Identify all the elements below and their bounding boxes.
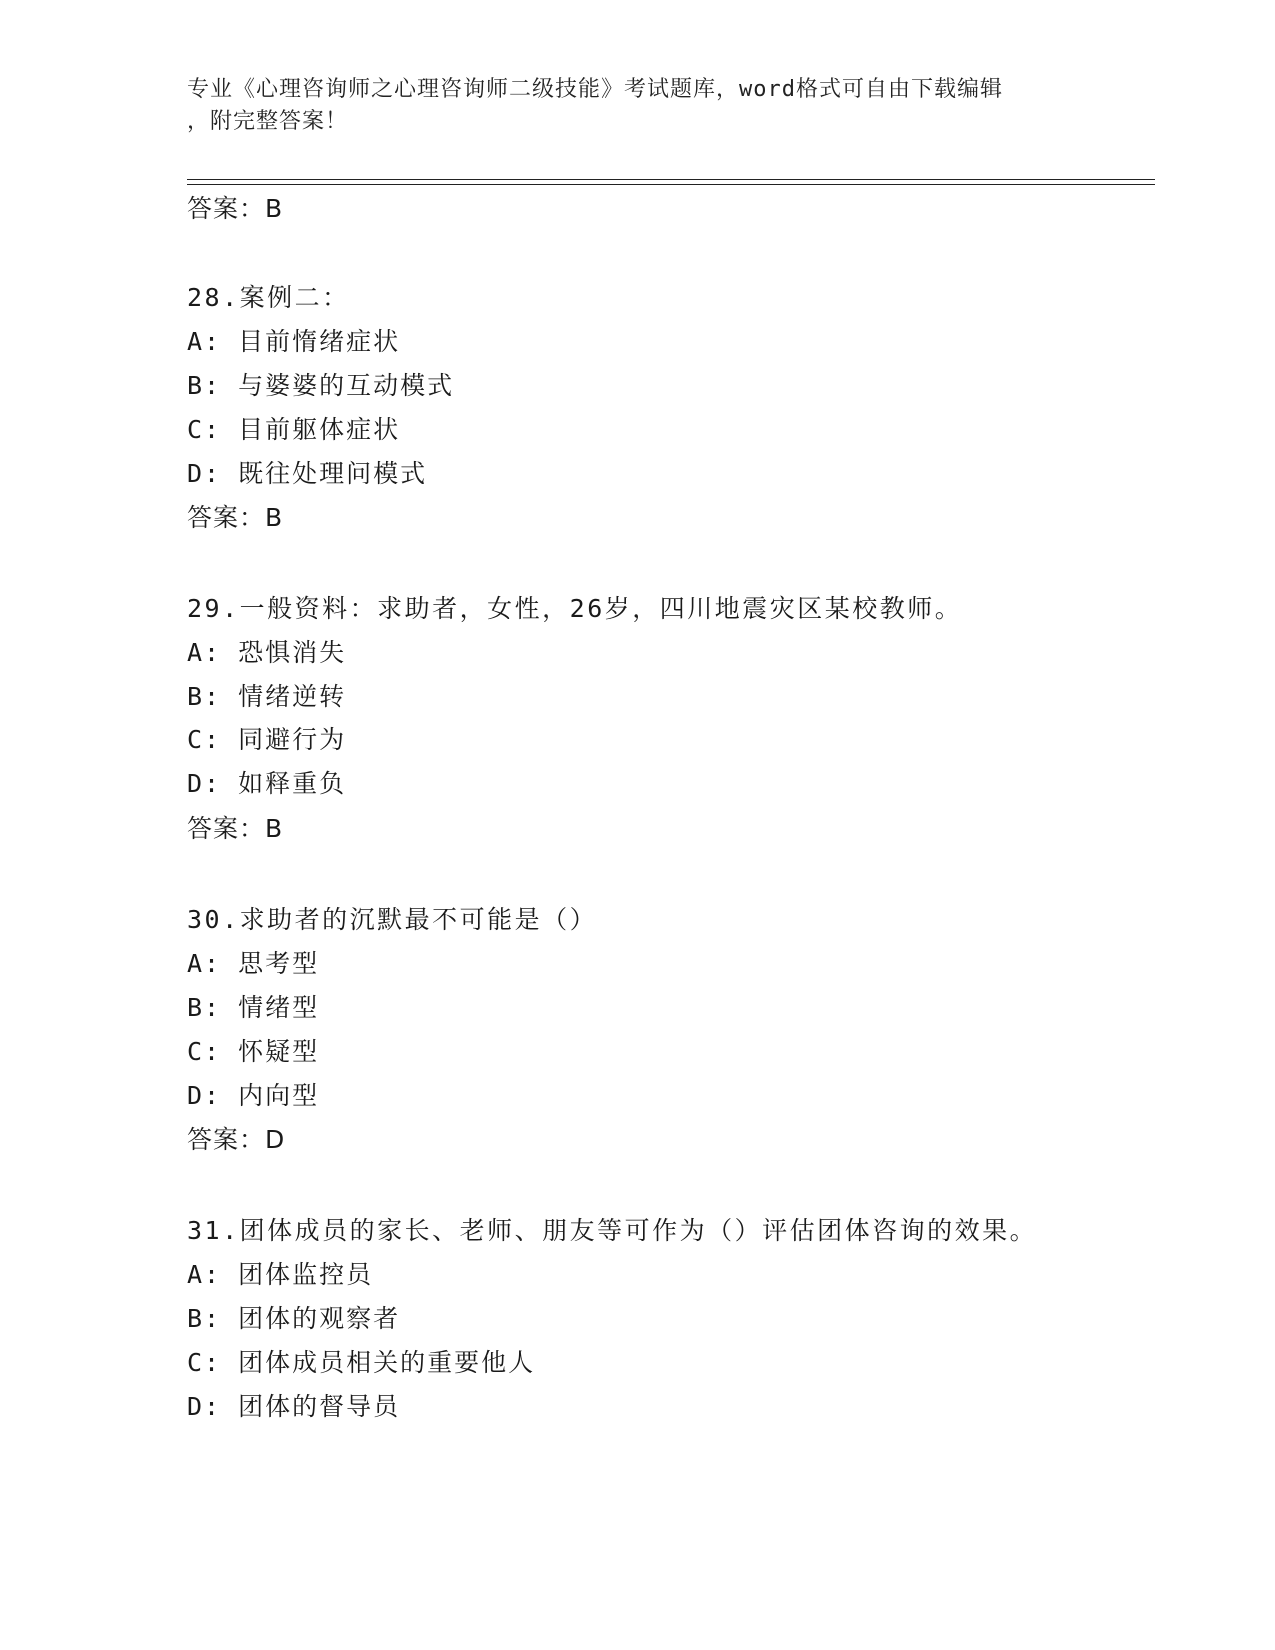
option-c: C: 团体成员相关的重要他人 xyxy=(187,1348,536,1377)
option-b: B: 与婆婆的互动模式 xyxy=(187,371,455,400)
answer-label: 答案：B xyxy=(187,503,284,532)
option-b: B: 情绪型 xyxy=(187,993,320,1022)
option-d: D: 团体的督导员 xyxy=(187,1392,401,1421)
question-title: 30.求助者的沉默最不可能是（） xyxy=(187,905,598,934)
option-d: D: 如释重负 xyxy=(187,769,347,798)
question-title: 28.案例二： xyxy=(187,283,350,312)
header-rule-top xyxy=(187,179,1155,180)
answer-label: 答案：B xyxy=(187,194,284,223)
option-a: A: 恐惧消失 xyxy=(187,638,347,667)
option-c: C: 同避行为 xyxy=(187,725,347,754)
answer-label: 答案：B xyxy=(187,814,284,843)
document-header xyxy=(187,74,1067,138)
option-d: D: 内向型 xyxy=(187,1081,320,1110)
question-title: 31.团体成员的家长、老师、朋友等可作为（）评估团体咨询的效果。 xyxy=(187,1216,1038,1245)
answer-label: 答案：D xyxy=(187,1125,286,1154)
header-rule-bottom xyxy=(187,184,1155,185)
option-b: B: 情绪逆转 xyxy=(187,682,347,711)
option-b: B: 团体的观察者 xyxy=(187,1304,401,1333)
question-title: 29.一般资料：求助者，女性，26岁，四川地震灾区某校教师。 xyxy=(187,594,963,623)
header-line-2: ，附完整答案！ xyxy=(187,109,349,134)
option-c: C: 目前躯体症状 xyxy=(187,415,401,444)
option-d: D: 既往处理问模式 xyxy=(187,459,428,488)
option-c: C: 怀疑型 xyxy=(187,1037,320,1066)
header-line-1: 专业《心理咨询师之心理咨询师二级技能》考试题库，word格式可自由下载编辑 xyxy=(187,77,1003,102)
option-a: A: 目前惰绪症状 xyxy=(187,327,401,356)
option-a: A: 思考型 xyxy=(187,949,320,978)
option-a: A: 团体监控员 xyxy=(187,1260,374,1289)
